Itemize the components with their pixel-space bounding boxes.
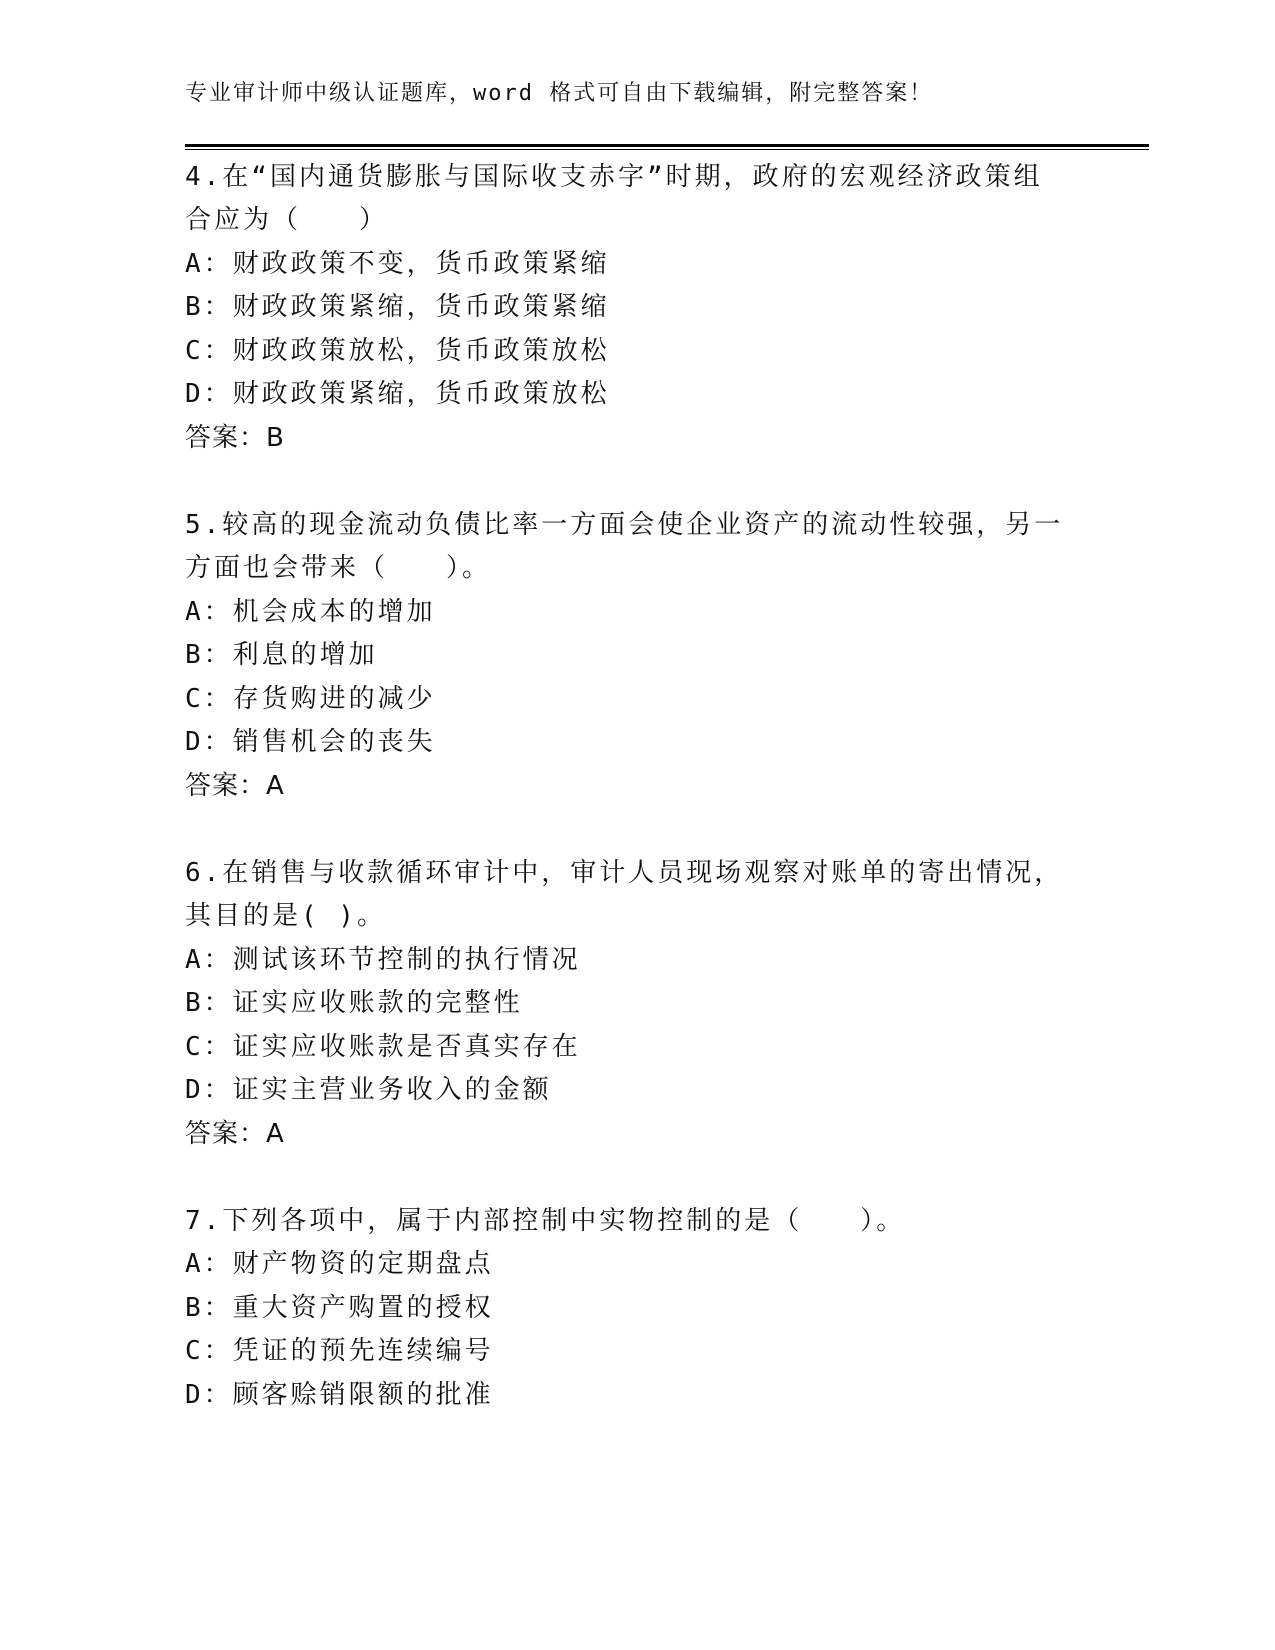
option-c: C：财政政策放松，货币政策放松	[185, 336, 610, 366]
question-text: 4.在“国内通货膨胀与国际收支赤字”时期，政府的宏观经济政策组	[185, 162, 1043, 192]
option-c: C：凭证的预先连续编号	[185, 1336, 494, 1366]
option-a: A：测试该环节控制的执行情况	[185, 945, 581, 975]
option-d: D：财政政策紧缩，货币政策放松	[185, 379, 610, 409]
option-c: C：证实应收账款是否真实存在	[185, 1032, 581, 1062]
option-b: B：财政政策紧缩，货币政策紧缩	[185, 292, 610, 322]
option-b: B：重大资产购置的授权	[185, 1293, 494, 1323]
option-d: D：证实主营业务收入的金额	[185, 1075, 552, 1105]
option-c: C：存货购进的减少	[185, 684, 436, 714]
question-text: 6.在销售与收款循环审计中，审计人员现场观察对账单的寄出情况，	[185, 858, 1064, 888]
answer: 答案：B	[185, 423, 285, 453]
option-b: B：证实应收账款的完整性	[185, 988, 523, 1018]
option-d: D：顾客赊销限额的批准	[185, 1380, 494, 1410]
question-text: 5.较高的现金流动负债比率一方面会使企业资产的流动性较强，另一	[185, 510, 1064, 540]
question-text: 7.下列各项中，属于内部控制中实物控制的是（ ）。	[185, 1206, 906, 1236]
answer: 答案：A	[185, 1119, 285, 1149]
option-d: D：销售机会的丧失	[185, 727, 436, 757]
answer: 答案：A	[185, 771, 285, 801]
option-a: A：机会成本的增加	[185, 597, 436, 627]
option-a: A：财产物资的定期盘点	[185, 1249, 494, 1279]
header-divider	[185, 144, 1149, 147]
question-text: 方面也会带来（ ）。	[185, 553, 492, 583]
option-b: B：利息的增加	[185, 640, 378, 670]
question-text: 其目的是( )。	[185, 901, 386, 931]
question-text: 合应为（ ）	[185, 205, 389, 235]
option-a: A：财政政策不变，货币政策紧缩	[185, 249, 610, 279]
page-header: 专业审计师中级认证题库，word 格式可自由下载编辑，附完整答案！	[185, 81, 934, 106]
header-divider-thin	[185, 149, 1149, 150]
